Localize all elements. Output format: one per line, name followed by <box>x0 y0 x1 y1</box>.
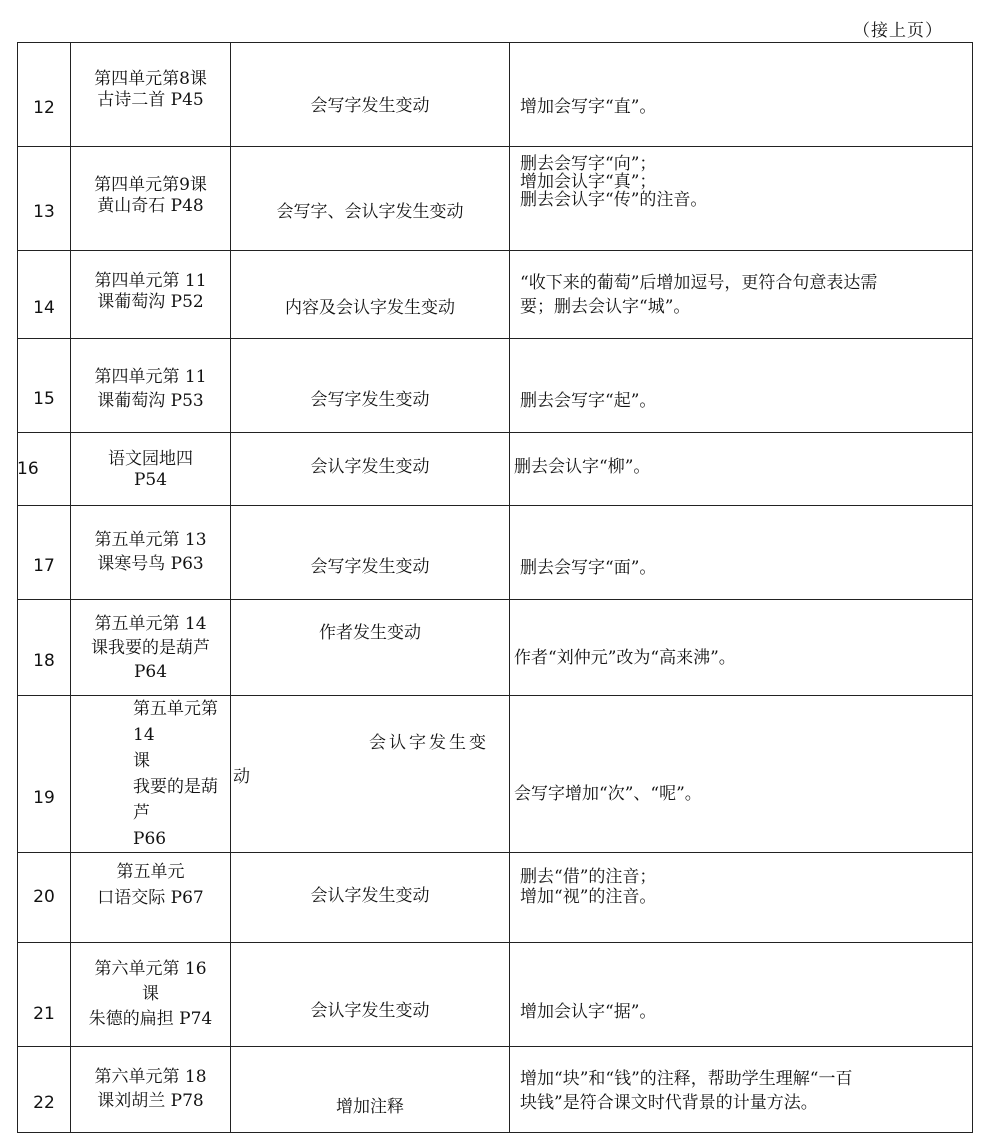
change-type-cell: 会写字发生变动 <box>231 339 510 433</box>
row-number: 17 <box>33 556 55 576</box>
change-detail-cell: 删去会认字“柳”。 <box>510 433 973 506</box>
table-row <box>18 147 973 251</box>
change-detail-cell: 增加会认字“据”。 <box>510 943 973 1047</box>
table-row <box>18 853 973 943</box>
change-detail-cell: 删去会写字“向”； 增加会认字“真”； 删去会认字“传”的注音。 <box>510 147 973 251</box>
row-number: 22 <box>33 1093 55 1113</box>
table-row <box>18 251 973 339</box>
change-type-cell: 会认字发生变动 <box>231 853 510 943</box>
change-detail-cell: 增加会写字“直”。 <box>510 43 973 147</box>
lesson-cell: 第六单元第 18 课刘胡兰 P78 <box>71 1047 231 1133</box>
lesson-cell: 第五单元第 13 课寒号鸟 P63 <box>71 506 231 600</box>
change-type-cell: 会认字发生变 动 <box>231 696 510 853</box>
lesson-cell: 第四单元第 11 课葡萄沟 P53 <box>71 339 231 433</box>
change-type-cell: 会认字发生变动 <box>231 943 510 1047</box>
change-type-cell: 会认字发生变动 <box>231 433 510 506</box>
change-detail-cell: 会写字增加“次”、“呢”。 <box>510 696 973 853</box>
change-type-cell: 增加注释 <box>231 1047 510 1133</box>
table-row <box>18 433 973 506</box>
table-row <box>18 339 973 433</box>
revision-table <box>17 42 973 1133</box>
lesson-cell: 第六单元第 16 课 朱德的扁担 P74 <box>71 943 231 1047</box>
lesson-cell: 第五单元 口语交际 P67 <box>71 853 231 943</box>
change-type-cell: 会写字发生变动 <box>231 506 510 600</box>
table-row <box>18 506 973 600</box>
change-detail-cell: 删去会写字“起”。 <box>510 339 973 433</box>
change-type-cell: 作者发生变动 <box>231 600 510 696</box>
row-number: 14 <box>33 298 55 318</box>
row-number: 19 <box>33 787 55 808</box>
table-row <box>18 43 973 147</box>
lesson-cell: 第五单元第 14 课 我要的是葫芦 P66 <box>71 696 231 853</box>
table-row <box>18 600 973 696</box>
lesson-cell: 第四单元第 11 课葡萄沟 P52 <box>71 251 231 339</box>
change-type-cell: 会写字发生变动 <box>231 43 510 147</box>
change-type-cell: 内容及会认字发生变动 <box>231 251 510 339</box>
lesson-cell: 第四单元第9课 黄山奇石 P48 <box>71 147 231 251</box>
row-number: 16 <box>17 458 39 479</box>
lesson-cell: 第四单元第8课 古诗二首 P45 <box>71 43 231 147</box>
row-number: 20 <box>33 887 55 907</box>
row-number: 13 <box>33 202 55 222</box>
lesson-cell: 语文园地四 P54 <box>71 433 231 506</box>
change-detail-cell: 作者“刘仲元”改为“高来沸”。 <box>510 600 973 696</box>
table-row <box>18 943 973 1047</box>
table-row <box>18 1047 973 1133</box>
change-detail-cell: 删去“借”的注音； 增加“视”的注音。 <box>510 853 973 943</box>
row-number: 12 <box>33 98 55 118</box>
change-detail-cell: “收下来的葡萄”后增加逗号，更符合句意表达需 要；删去会认字“城”。 <box>510 251 973 339</box>
change-detail-cell: 增加“块”和“钱”的注释，帮助学生理解“一百 块钱”是符合课文时代背景的计量方法。 <box>510 1047 973 1133</box>
row-number: 15 <box>33 389 55 409</box>
continued-note: （接上页） <box>853 21 943 41</box>
change-type-cell: 会写字、会认字发生变动 <box>231 147 510 251</box>
row-number: 18 <box>33 651 55 671</box>
lesson-cell: 第五单元第 14 课我要的是葫芦 P64 <box>71 600 231 696</box>
change-detail-cell: 删去会写字“面”。 <box>510 506 973 600</box>
table-row <box>18 696 973 853</box>
row-number: 21 <box>33 1004 55 1024</box>
